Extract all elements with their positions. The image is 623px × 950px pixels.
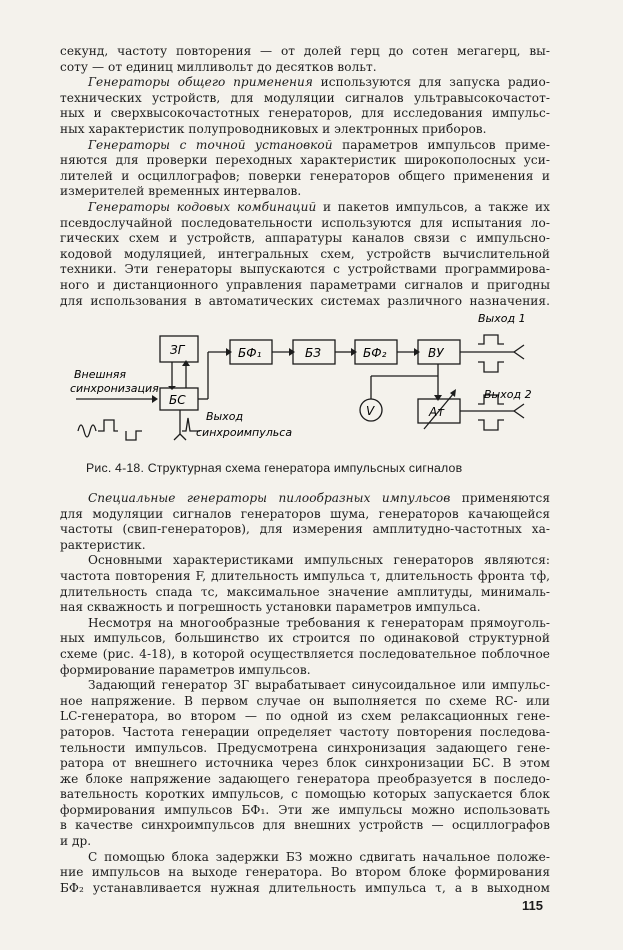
text-line: соту — от единиц милливольт до десятков вольт. bbox=[60, 59, 377, 74]
text-line: Основными характеристиками импульсных генераторов являются: bbox=[88, 553, 550, 568]
text-line: рактеристик. bbox=[60, 537, 146, 552]
label-out1: Выход 1 bbox=[478, 312, 526, 325]
text-block-top bbox=[60, 44, 550, 309]
text-line: формирования импульсов БФ₁. Эти же импульсы можно использовать bbox=[60, 802, 550, 817]
out2-negative bbox=[478, 420, 504, 430]
text-line: вательность коротких импульсов, с помощью которых запускается блок bbox=[60, 787, 550, 802]
text-line: ратора от внешнего источника через блок синхронизации БС. В этом bbox=[60, 756, 550, 771]
text-line: техники. Эти генераторы выпускаются с устройствами программирова- bbox=[60, 262, 550, 277]
text-line: Генераторы общего применения используются для запуска радио- bbox=[88, 75, 550, 90]
text-line: ное напряжение. В первом случае он выполняется по схеме RC- или bbox=[60, 693, 550, 708]
label-bs: БС bbox=[169, 393, 186, 407]
text-line: ная скважность и погрешность установки параметров импульса. bbox=[60, 600, 481, 615]
input-waveform bbox=[78, 420, 142, 440]
text-line: длительность спада τс, максимальное значение амплитуды, минималь- bbox=[60, 584, 550, 599]
text-line: Генераторы кодовых комбинаций и пакетов импульсов, а также их bbox=[88, 199, 550, 214]
out1-negative bbox=[478, 362, 504, 372]
text-line: ных и сверхвысокочастотных генераторов, для исследования импульс- bbox=[60, 106, 550, 121]
label-out2: Выход 2 bbox=[484, 388, 532, 401]
text-line: БФ₂ устанавливается нужная длительность импульса τ, а в выходном bbox=[60, 880, 550, 895]
figure-caption: Рис. 4-18. Структурная схема генератора импульсных сигналов bbox=[86, 461, 463, 475]
text-line: частоты (свип-генераторов), для измерения амплитудно-частотных ха- bbox=[60, 522, 550, 537]
block-diagram bbox=[0, 300, 623, 460]
text-line: для использования в автоматических системах различного назначения. bbox=[60, 293, 550, 308]
text-line: ных импульсов, большинство их строится по одинаковой структурной bbox=[60, 631, 550, 646]
label-vu: ВУ bbox=[428, 346, 444, 360]
text-line: псевдослучайной последовательности используются для испытания ло- bbox=[60, 215, 550, 230]
text-line: тельности импульсов. Предусмотрена синхронизация задающего гене- bbox=[60, 740, 550, 755]
text-line: секунд, частоту повторения — от долей герц до сотен мегагерц, вы- bbox=[60, 44, 550, 58]
label-voltmeter: V bbox=[366, 404, 375, 418]
text-line: в качестве синхроимпульсов для внешних устройств — осциллографов bbox=[60, 818, 550, 833]
text-line: Специальные генераторы пилообразных импульсов применяются bbox=[88, 491, 551, 505]
text-line: няются для проверки переходных характеристик широкополосных уси- bbox=[60, 153, 550, 168]
text-line: и др. bbox=[60, 834, 92, 849]
text-line: частота повторения F, длительность импульса τ, длительность фронта τф, bbox=[60, 568, 550, 583]
text-line: гических схем и устройств, аппаратуры каналов связи с импульсно- bbox=[60, 231, 550, 246]
text-block-bottom bbox=[60, 491, 550, 896]
text-line: ного и дистанционного управления параметрами сигналов и пригодны bbox=[60, 277, 550, 292]
text-line: Генераторы с точной установкой параметров импульсов приме- bbox=[88, 137, 550, 152]
text-line: Задающий генератор ЗГ вырабатывает синусоидальное или импульс- bbox=[88, 678, 550, 693]
text-line: технических устройств, для модуляции сигналов ультравысокочастот- bbox=[60, 90, 550, 105]
label-sync-out-line2: синхроимпульса bbox=[196, 426, 293, 439]
text-line: раторов. Частота генерации определяет частоту повторения последова- bbox=[60, 724, 550, 739]
out1-positive bbox=[478, 335, 504, 344]
text-line: лителей и осциллографов; поверки генераторов общего применения и bbox=[60, 168, 550, 183]
label-input-line2: синхронизация bbox=[70, 382, 159, 395]
text-line: ние импульсов на выходе генератора. Во втором блоке формирования bbox=[60, 865, 550, 880]
text-line: измерителей временных интервалов. bbox=[60, 184, 302, 199]
text-line: схеме (рис. 4-18), в которой осуществляется последовательное поблочное bbox=[60, 646, 550, 661]
label-zg: ЗГ bbox=[170, 343, 185, 357]
label-bz: БЗ bbox=[305, 346, 321, 360]
text-line: Несмотря на многообразные требования к генераторам прямоуголь- bbox=[88, 615, 550, 630]
label-sync-out-line1: Выход bbox=[206, 410, 244, 423]
text-line: же блоке напряжение задающего генератора преобразуется в последо- bbox=[60, 771, 550, 786]
text-line: формирование параметров импульсов. bbox=[60, 662, 311, 677]
text-line: С помощью блока задержки БЗ можно сдвигать начальное положе- bbox=[88, 849, 550, 864]
label-input-line1: Внешняя bbox=[74, 368, 126, 381]
label-bf1: БФ₁ bbox=[238, 346, 262, 360]
text-line: LC-генератора, во втором — по одной из схем релаксационных гене- bbox=[60, 709, 550, 724]
text-line: ных характеристик полупроводниковых и электронных приборов. bbox=[60, 121, 487, 136]
label-at: Ат bbox=[429, 405, 445, 419]
page-number: 115 bbox=[522, 898, 543, 913]
text-line: кодовой модуляцией, интегральных схем, устройств вычислительной bbox=[60, 246, 550, 261]
label-bf2: БФ₂ bbox=[363, 346, 387, 360]
text-line: для модуляции сигналов генераторов шума, генераторов качающейся bbox=[60, 506, 550, 521]
